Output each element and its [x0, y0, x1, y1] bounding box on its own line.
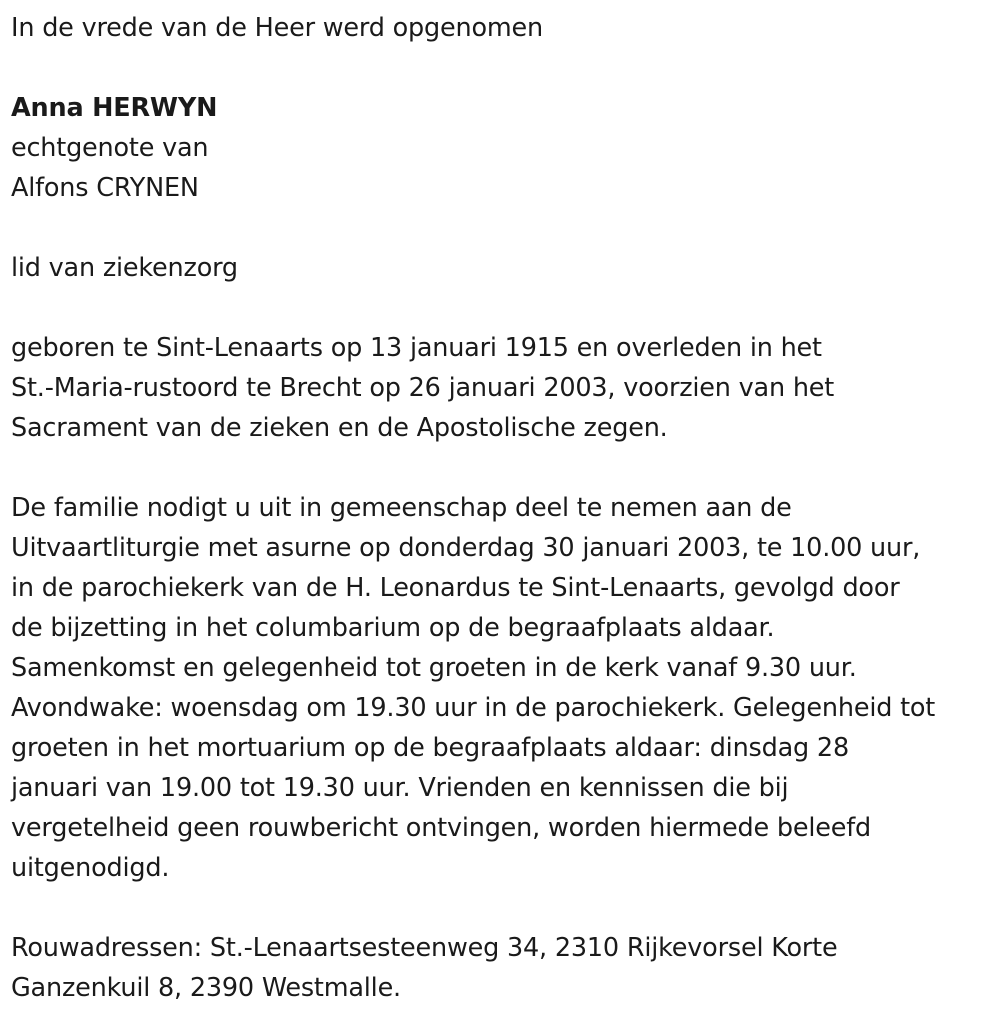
spacer — [11, 288, 1000, 328]
paragraph-line: de bijzetting in het columbarium op de begraafplaats aldaar. — [11, 613, 775, 643]
spacer — [11, 208, 1000, 248]
paragraph-line: uitgenodigd. — [11, 853, 170, 883]
paragraph-line: vergetelheid geen rouwbericht ontvingen, worden hiermede beleefd — [11, 813, 871, 843]
paragraph-line: Uitvaartliturgie met asurne op donderdag 30 januari 2003, te 10.00 uur, — [11, 533, 921, 563]
spacer — [11, 48, 1000, 88]
paragraph-line: De familie nodigt u uit in gemeenschap deel te nemen aan de — [11, 493, 792, 523]
funeral-details-paragraph — [11, 488, 1000, 888]
paragraph-line: geboren te Sint-Lenaarts op 13 januari 1915 en overleden in het — [11, 333, 822, 363]
paragraph-line: St.-Maria-rustoord te Brecht op 26 januari 2003, voorzien van het — [11, 373, 835, 403]
spacer — [11, 448, 1000, 488]
birth-death-paragraph — [11, 328, 1000, 448]
spacer — [11, 888, 1000, 928]
paragraph-line: Ganzenkuil 8, 2390 Westmalle. — [11, 973, 401, 1003]
intro-line: In de vrede van de Heer werd opgenomen — [11, 13, 543, 43]
deceased-name: Anna HERWYN — [11, 93, 218, 123]
paragraph-line: Sacrament van de zieken en de Apostolische zegen. — [11, 413, 668, 443]
paragraph-line: groeten in het mortuarium op de begraafplaats aldaar: dinsdag 28 — [11, 733, 849, 763]
paragraph-line: Avondwake: woensdag om 19.30 uur in de parochiekerk. Gelegenheid tot — [11, 693, 936, 723]
paragraph-line: Samenkomst en gelegenheid tot groeten in de kerk vanaf 9.30 uur. — [11, 653, 857, 683]
addresses-paragraph — [11, 928, 1000, 1008]
spouse-relation: echtgenote van — [11, 133, 209, 163]
paragraph-line: Rouwadressen: St.-Lenaartsesteenweg 34, 2310 Rijkevorsel Korte — [11, 933, 838, 963]
spouse-name: Alfons CRYNEN — [11, 173, 199, 203]
membership-line: lid van ziekenzorg — [11, 253, 238, 283]
paragraph-line: in de parochiekerk van de H. Leonardus te Sint-Lenaarts, gevolgd door — [11, 573, 900, 603]
paragraph-line: januari van 19.00 tot 19.30 uur. Vrienden en kennissen die bij — [11, 773, 789, 803]
